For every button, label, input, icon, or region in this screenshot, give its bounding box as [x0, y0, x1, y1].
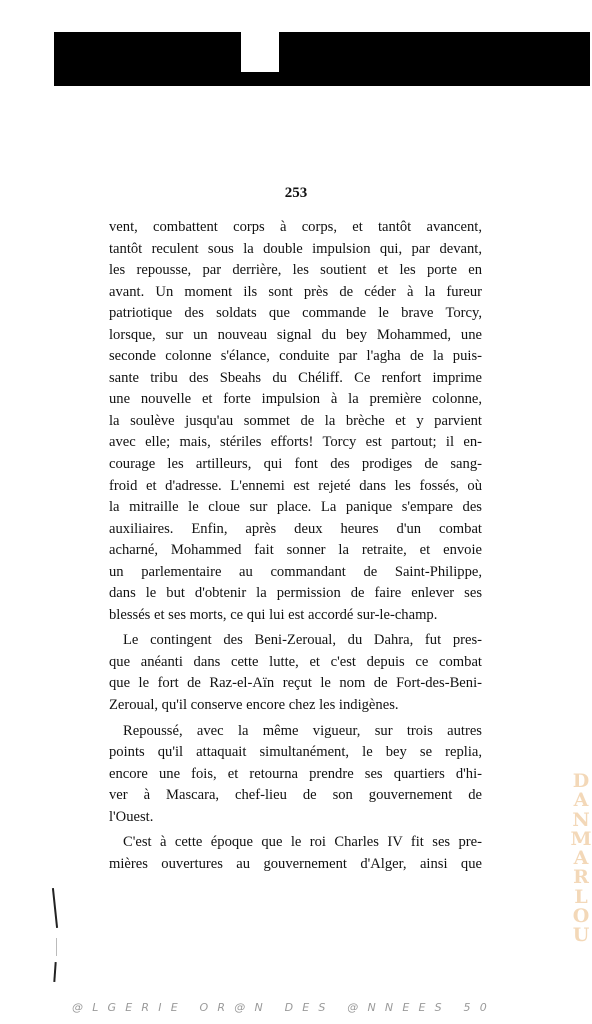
text-line: la mitraille le cloue sur place. La panique s'empare des [109, 499, 482, 516]
text-line: froid et d'adresse. L'ennemi est rejeté dans les fossés, où [109, 477, 482, 494]
stamp-letter: A [573, 847, 589, 870]
text-line: lorsque, sur un nouveau signal du bey Mohammed, une [109, 326, 482, 343]
text-line: une nouvelle et forte impulsion à la première colonne, [109, 391, 482, 408]
text-line: acharné, Mohammed fait sonner la retraite, et envoie [109, 542, 482, 559]
stamp-letter: R [573, 866, 589, 889]
text-line: la soulève jusqu'au sommet de la brèche et y parvient [109, 412, 482, 429]
text-line: seconde colonne s'élance, conduite par l'agha de la puis- [109, 348, 482, 365]
stamp-letter: D [572, 770, 590, 792]
text-line: Le contingent des Beni-Zeroual, du Dahra, fut pres- [123, 632, 482, 649]
margin-ink-mark [56, 938, 57, 956]
text-line: vent, combattent corps à corps, et tantôt avancent, [109, 219, 482, 235]
body-text [109, 217, 482, 875]
margin-ink-mark [52, 888, 58, 928]
text-line: Repoussé, avec la même vigueur, sur trois autres [123, 722, 482, 739]
side-stamp-logo [570, 772, 592, 946]
stamp-letter: O [572, 905, 590, 928]
margin-ink-mark [53, 962, 56, 982]
text-line: patriotique des soldats que commande le brave Torcy, [109, 305, 482, 322]
text-line: l'Ouest. [109, 808, 154, 825]
text-line: auxiliaires. Enfin, après deux heures d'un combat [109, 520, 482, 537]
text-line: ver à Mascara, chef-lieu de son gouvernement de [109, 787, 482, 804]
text-line: avant. Un moment ils sont près de céder à la fureur [109, 283, 482, 300]
footer-watermark: @LGERIE OR@N DES @NNEES 50 [72, 1001, 496, 1014]
text-line: points qu'il attaquait simultanément, le bey se replia, [109, 744, 482, 761]
text-line: encore une fois, et retourna prendre ses quartiers d'hi- [109, 765, 482, 782]
redaction-notch [241, 32, 279, 72]
page-number: 253 [284, 185, 308, 201]
text-line: un parlementaire au commandant de Saint-Philippe, [109, 563, 482, 580]
stamp-letter: U [572, 924, 590, 947]
stamp-letter: L [574, 885, 588, 908]
text-line: avec elle; mais, stériles efforts! Torcy est partout; il en- [109, 434, 482, 451]
text-line: mières ouvertures au gouvernement d'Alger, ainsi que [109, 855, 482, 872]
redaction-bar [54, 32, 590, 86]
text-line: dans le but d'obtenir la permission de faire enlever ses [109, 585, 482, 602]
stamp-letter: A [573, 789, 589, 812]
text-line: que anéanti dans cette lutte, et c'est depuis ce combat [109, 653, 482, 670]
text-line: que le fort de Raz-el-Aïn reçut le nom de Fort-des-Beni- [109, 675, 482, 692]
stamp-letter: M [570, 827, 592, 850]
text-line: sante tribu des Sbeahs du Chéliff. Ce renfort imprime [109, 369, 482, 386]
text-line: tantôt reculent sous la double impulsion qui, par devant, [109, 240, 482, 257]
text-line: C'est à cette époque que le roi Charles IV fit ses pre- [123, 834, 482, 851]
text-line: courage les artilleurs, qui font des prodiges de sang- [109, 456, 482, 473]
text-line: blessés et ses morts, ce qui lui est accordé sur-le-champ. [109, 606, 438, 623]
stamp-letter: N [572, 808, 590, 831]
text-line: les repousse, par derrière, les soutient et les porte en [109, 262, 482, 279]
text-line: Zeroual, qu'il conserve encore chez les indigènes. [109, 697, 399, 714]
